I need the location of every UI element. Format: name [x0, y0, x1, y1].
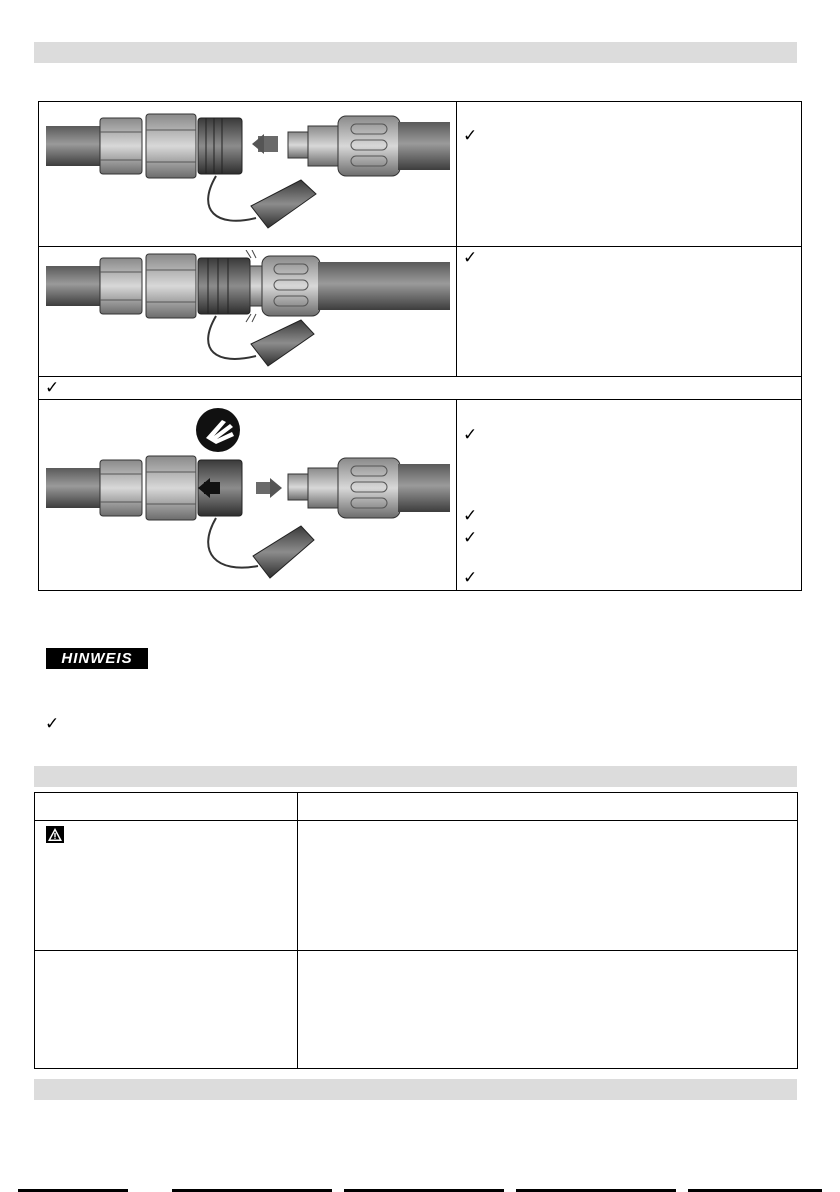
checkmark-icon: ✓ — [463, 568, 478, 588]
quick-coupling-release-illustration — [46, 408, 450, 584]
checkmark-icon: ✓ — [463, 248, 478, 268]
table-row-divider — [38, 399, 802, 400]
checkmark-icon: ✓ — [463, 528, 478, 548]
checkmark-icon: ✓ — [463, 506, 478, 526]
section-header-bar-middle — [34, 766, 797, 787]
quick-coupling-connected-illustration — [46, 250, 450, 374]
table-row-divider — [38, 246, 802, 247]
hand-icon — [196, 408, 240, 452]
table-column-divider — [297, 792, 298, 1069]
checkmark-icon: ✓ — [45, 714, 60, 734]
hinweis-label: HINWEIS — [46, 648, 148, 669]
quick-coupling-insert-illustration — [46, 110, 450, 238]
section-header-bar-top — [34, 42, 797, 63]
checkmark-icon: ✓ — [45, 378, 60, 398]
table-row-divider — [34, 950, 798, 951]
checkmark-icon: ✓ — [463, 126, 478, 146]
table-column-divider — [456, 399, 457, 591]
warning-triangle-icon — [46, 826, 64, 843]
troubleshooting-table — [34, 792, 798, 1069]
checkmark-icon: ✓ — [463, 425, 478, 445]
section-header-bar-bottom — [34, 1079, 797, 1100]
table-column-divider — [456, 101, 457, 377]
table-row-divider — [38, 376, 802, 377]
table-row-divider — [34, 820, 798, 821]
